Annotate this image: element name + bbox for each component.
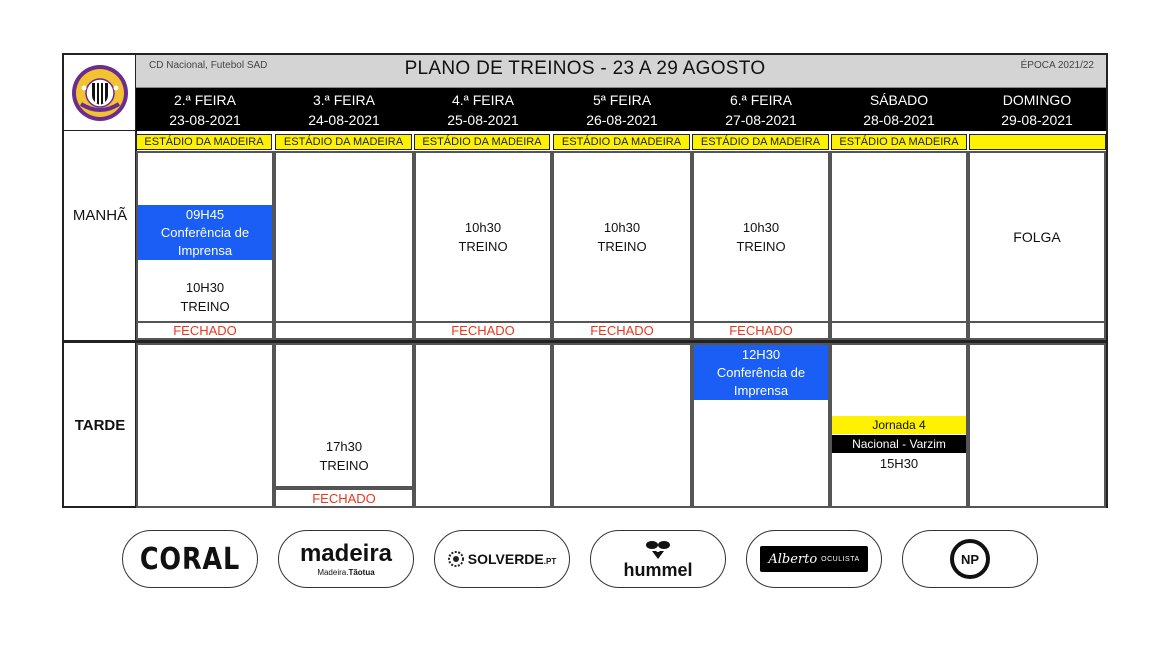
alberto-wordmark: Alberto: [768, 551, 818, 567]
match-fixture: Nacional - Varzim: [832, 435, 966, 453]
status-morning-wednesday: FECHADO: [414, 321, 552, 340]
cell-afternoon-tuesday: [274, 343, 414, 488]
day-header-monday: [136, 88, 274, 131]
match-time: 15H30: [879, 455, 919, 471]
day-header-thursday: [552, 88, 692, 131]
day-header-saturday: [830, 88, 968, 131]
cell-morning-wednesday: [414, 151, 552, 323]
solverde-wordmark: SOLVERDE: [467, 551, 544, 567]
madeira-tag-b: Tãotua: [348, 567, 375, 577]
press-conference-event: [694, 345, 828, 400]
cell-afternoon-saturday: [830, 343, 968, 508]
day-date: 24-08-2021: [308, 111, 380, 128]
status-morning-thursday: FECHADO: [552, 321, 692, 340]
page-title: PLANO DE TREINOS - 23 A 29 AGOSTO: [404, 58, 766, 79]
np-emblem: [950, 539, 990, 579]
status-afternoon-tuesday: FECHADO: [274, 488, 414, 508]
event-title: Conferência de: [716, 364, 806, 380]
club-crest-icon: [71, 64, 129, 122]
session-time: 10H30: [185, 280, 225, 295]
session-activity: TREINO: [180, 299, 230, 314]
day-date: 27-08-2021: [725, 111, 797, 128]
day-date: 25-08-2021: [447, 111, 519, 128]
event-title-2: Imprensa: [177, 242, 233, 258]
cell-afternoon-friday: [692, 343, 830, 508]
session-info: [276, 437, 412, 475]
day-name: 2.ª FEIRA: [174, 91, 236, 108]
session-activity: TREINO: [597, 239, 647, 254]
day-name: 5ª FEIRA: [592, 91, 652, 108]
day-header-sunday: [968, 88, 1106, 131]
venue-monday: ESTÁDIO DA MADEIRA: [136, 134, 272, 150]
training-plan-sheet: [62, 53, 1108, 508]
cell-afternoon-wednesday: [414, 343, 552, 508]
day-date: 29-08-2021: [1001, 111, 1073, 128]
session-time: 10h30: [603, 220, 641, 235]
season-label: ÉPOCA 2021/22: [1020, 60, 1094, 71]
title-bar: [64, 55, 1106, 88]
event-time: 12H30: [741, 346, 781, 362]
cell-morning-monday: [136, 151, 274, 323]
sponsor-coral: [122, 530, 258, 588]
event-title-2: Imprensa: [733, 382, 789, 398]
sponsor-alberto-oculista: [746, 530, 882, 588]
row-label-morning: MANHÃ: [72, 206, 128, 224]
hummel-wordmark: hummel: [623, 560, 693, 580]
cell-morning-sunday: [968, 151, 1106, 323]
crest-box: [64, 55, 136, 131]
cell-morning-saturday: [830, 151, 968, 323]
status-morning-friday: FECHADO: [692, 321, 830, 340]
day-header-wednesday: [414, 88, 552, 131]
alberto-suffix: OCULISTA: [821, 555, 860, 563]
venue-thursday: ESTÁDIO DA MADEIRA: [553, 134, 690, 150]
day-name: 3.ª FEIRA: [313, 91, 375, 108]
sponsor-np: [902, 530, 1038, 588]
status-morning-monday: FECHADO: [136, 321, 274, 340]
day-header-friday: [692, 88, 830, 131]
hummel-bee-icon: [645, 539, 671, 561]
match-round: Jornada 4: [832, 416, 966, 434]
session-time: 17h30: [325, 439, 363, 454]
day-name: SÁBADO: [869, 91, 929, 108]
venue-sunday: [969, 134, 1106, 150]
club-name: CD Nacional, Futebol SAD: [149, 60, 268, 71]
sponsor-madeira: [278, 530, 414, 588]
venue-friday: ESTÁDIO DA MADEIRA: [692, 134, 829, 150]
status-morning-saturday: [830, 321, 968, 340]
session-activity: TREINO: [319, 458, 369, 473]
day-off-label: FOLGA: [1013, 228, 1061, 245]
session-activity: TREINO: [458, 239, 508, 254]
sponsor-hummel: [590, 530, 726, 588]
day-header-tuesday: [274, 88, 414, 131]
status-morning-tuesday: [274, 321, 414, 340]
day-date: 26-08-2021: [586, 111, 658, 128]
alberto-badge: [760, 546, 867, 572]
day-date: 28-08-2021: [863, 111, 935, 128]
cell-morning-tuesday: [274, 151, 414, 323]
solverde-sun-icon: [448, 551, 464, 567]
session-time: 10h30: [742, 220, 780, 235]
session-info: [138, 278, 272, 316]
venue-tuesday: ESTÁDIO DA MADEIRA: [275, 134, 412, 150]
cell-afternoon-monday: [136, 343, 274, 508]
session-activity: TREINO: [736, 239, 786, 254]
cell-afternoon-sunday: [968, 343, 1106, 508]
np-wordmark: NP: [960, 551, 980, 567]
press-conference-event: [138, 205, 272, 260]
day-name: 4.ª FEIRA: [452, 91, 514, 108]
event-title: Conferência de: [160, 224, 250, 240]
cell-morning-thursday: [552, 151, 692, 323]
madeira-tagline: [317, 568, 374, 577]
row-label-afternoon: TARDE: [74, 416, 126, 434]
session-time: 10h30: [464, 220, 502, 235]
venue-saturday: ESTÁDIO DA MADEIRA: [831, 134, 967, 150]
madeira-tag-a: Madeira.: [317, 567, 349, 577]
day-name: 6.ª FEIRA: [730, 91, 792, 108]
madeira-wordmark: madeira: [299, 539, 393, 567]
solverde-suffix: .PT: [543, 556, 557, 566]
status-morning-sunday: [968, 321, 1106, 340]
sponsor-solverde: [434, 530, 570, 588]
day-date: 23-08-2021: [169, 111, 241, 128]
cell-morning-friday: [692, 151, 830, 323]
day-name: DOMINGO: [1002, 91, 1072, 108]
event-time: 09H45: [185, 206, 225, 222]
cell-afternoon-thursday: [552, 343, 692, 508]
coral-wordmark: CORAL: [139, 541, 241, 577]
venue-wednesday: ESTÁDIO DA MADEIRA: [414, 134, 550, 150]
